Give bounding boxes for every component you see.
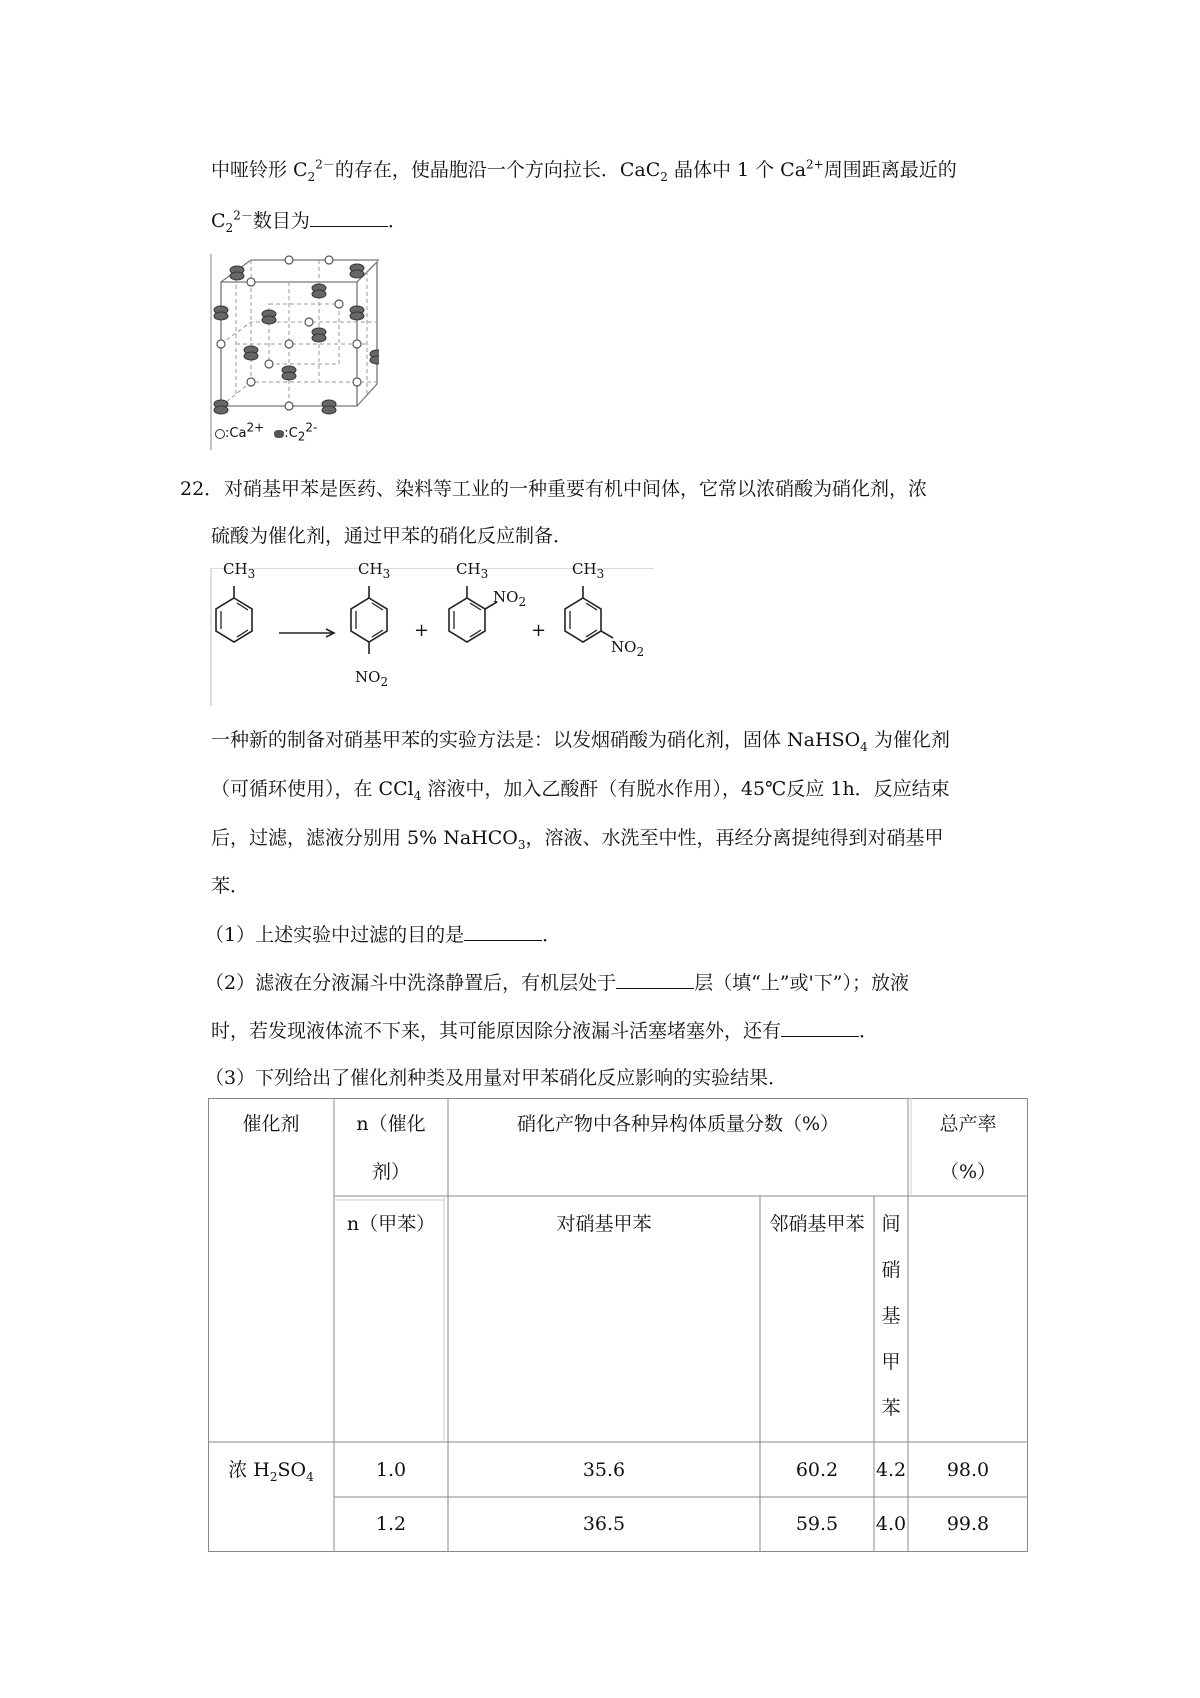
no2-label: $NO_2$	[611, 638, 645, 659]
header-meta: 间 硝 基 甲 苯	[881, 1213, 901, 1419]
table-cell-meta: 4.0	[875, 1513, 907, 1535]
q21-text-line2: $C_2^{2-}$数目为 ．	[211, 206, 407, 235]
table-cell-total: 99.8	[946, 1513, 990, 1535]
ch3-label: $CH_3$	[572, 560, 605, 581]
header-para: 对硝基甲苯	[556, 1213, 652, 1235]
header-catalyst: 催化剂	[242, 1113, 300, 1135]
table-cell-para: 36.5	[582, 1513, 626, 1535]
table-cell-n: 1.2	[375, 1513, 407, 1535]
results-table	[208, 1098, 1028, 1552]
q22-intro-line2: 硫酸为催化剂，通过甲苯的硝化反应制备．	[211, 525, 573, 547]
ch3-label: $CH_3$	[358, 560, 391, 581]
cac2-crystal-cell-figure	[209, 254, 379, 450]
header-ortho: 邻硝基甲苯	[769, 1213, 865, 1235]
q22-paragraph-line2: （可循环使用），在 CCl$_4$ 溶液中，加入乙酸酐（有脱水作用），45℃反应 1h．反应结束	[211, 778, 950, 803]
table-cell-meta: 4.2	[875, 1459, 907, 1481]
nitration-reaction-scheme	[209, 560, 654, 706]
answer-blank[interactable]	[616, 968, 694, 989]
header-total-yield: 总产率	[939, 1113, 997, 1135]
table-cell-n: 1.0	[375, 1459, 407, 1481]
q22-intro-line1: 对硝基甲苯是医药、染料等工业的一种重要有机中间体，它常以浓硝酸为硝化剂，浓	[224, 478, 928, 500]
sub-question-2b: 时，若发现液体流不下来，其可能原因除分液漏斗活塞堵塞外，还有 ．	[211, 1016, 878, 1045]
header-n-catalyst: n（催化	[356, 1113, 426, 1135]
ca-ion-icon	[215, 429, 225, 439]
sub-question-3: （3）下列给出了催化剂种类及用量对甲苯硝化反应影响的实验结果．	[205, 1067, 788, 1089]
table-cell-ortho: 60.2	[795, 1459, 839, 1481]
sub-question-1: （1）上述实验中过滤的目的是 ．	[205, 920, 561, 949]
answer-blank[interactable]	[464, 920, 542, 941]
header-n-catalyst-2: 剂）	[371, 1161, 410, 1183]
ch3-label: $CH_3$	[456, 560, 489, 581]
q22-paragraph-line1: 一种新的制备对硝基甲苯的实验方法是：以发烟硝酸为硝化剂，固体 NaHSO$_4$ 为催化剂	[211, 729, 950, 754]
no2-label: $NO_2$	[493, 588, 527, 609]
no2-label: $NO_2$	[355, 668, 389, 689]
answer-blank[interactable]	[310, 206, 388, 227]
table-cell-ortho: 59.5	[795, 1513, 839, 1535]
catalyst-h2so4: 浓 $H_2SO_4$	[228, 1459, 314, 1484]
plus-sign: +	[531, 620, 547, 641]
question-number: 22．	[180, 478, 224, 500]
crystal-legend: $:Ca^{2+}$ $:C_2^{2-}$	[215, 426, 317, 441]
header-n-toluene: n（甲苯）	[346, 1213, 436, 1235]
q22-paragraph-line3: 后，过滤，滤液分别用 5% NaHCO$_3$，溶液、水洗至中性，再经分离提纯得到对硝基甲	[211, 827, 944, 852]
table-cell-para: 35.6	[582, 1459, 626, 1481]
header-isomer-distribution: 硝化产物中各种异构体质量分数（%）	[516, 1113, 840, 1135]
q21-text-line1: 中哑铃形 $C_2^{2-}$的存在，使晶胞沿一个方向拉长．CaC$_2$ 晶体中 1 个 $Ca^{2+}$周围距离最近的	[211, 157, 957, 184]
plus-sign: +	[414, 620, 430, 641]
header-total-yield-unit: （%）	[939, 1161, 997, 1183]
sub-question-2a: （2）滤液在分液漏斗中洗涤静置后，有机层处于 层（填“上”或'下”）；放液	[205, 968, 909, 997]
ch3-label: $CH_3$	[223, 560, 256, 581]
q22-paragraph-line4: 苯．	[211, 875, 250, 897]
table-cell-total: 98.0	[946, 1459, 990, 1481]
answer-blank[interactable]	[781, 1016, 859, 1037]
c2-ion-icon	[274, 430, 284, 438]
